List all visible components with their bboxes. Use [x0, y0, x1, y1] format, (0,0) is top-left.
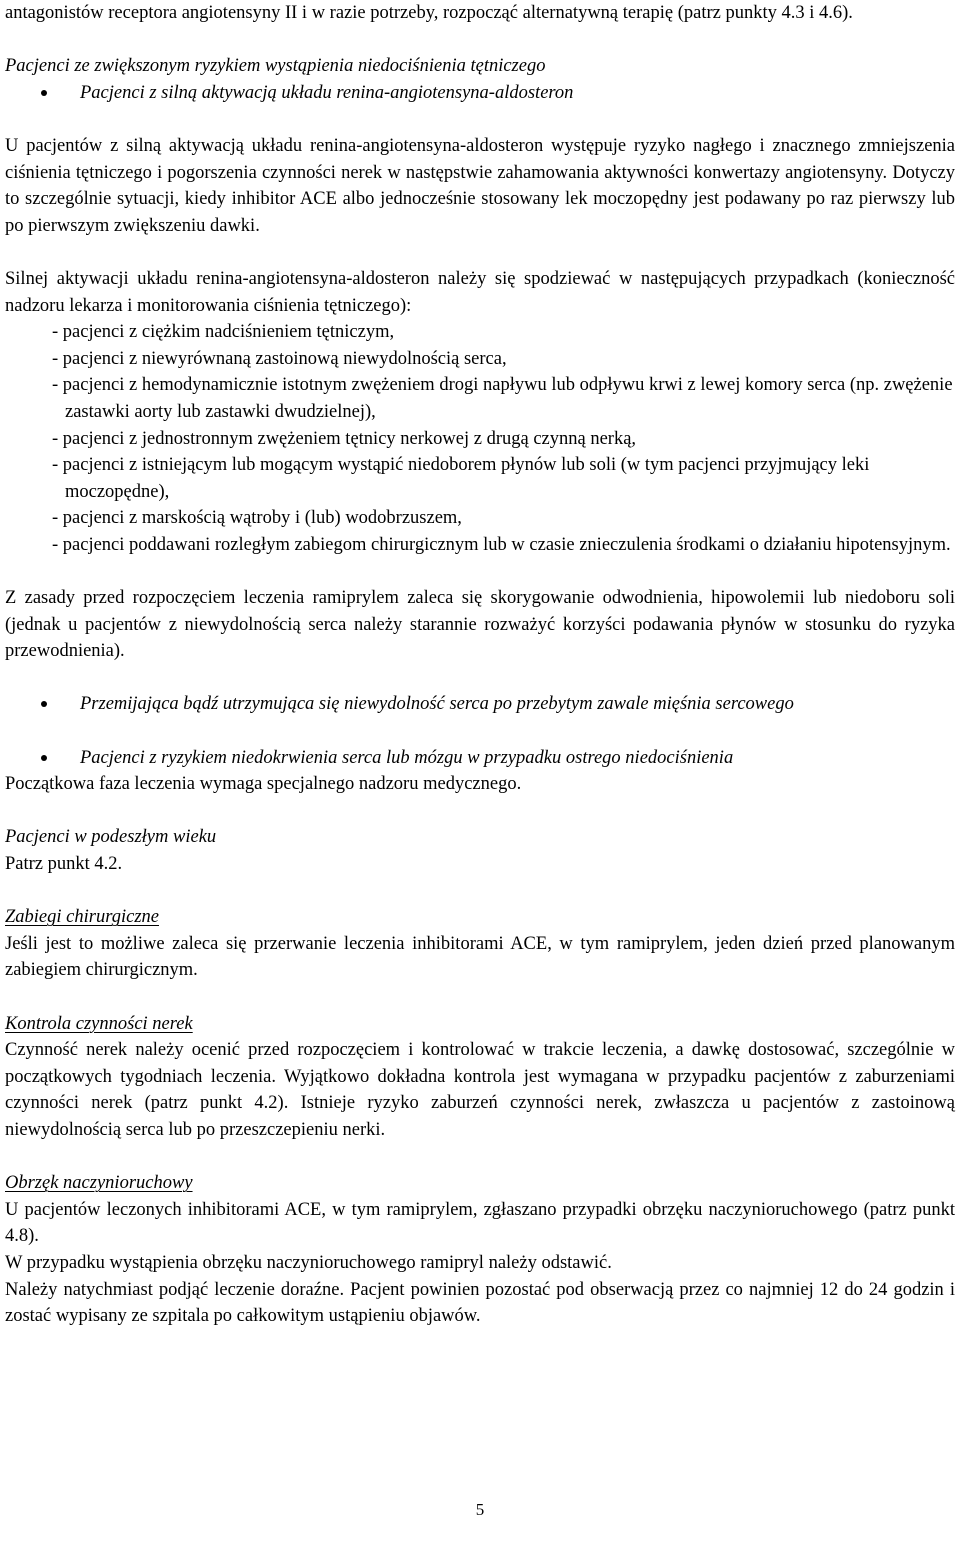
bullet-raas-text: Pacjenci z silną aktywacją układu renina-angiotensyna-aldosteron: [80, 82, 574, 103]
angioedema-text-2: W przypadku wystąpienia obrzęku naczynioruchowego ramipryl należy odstawić.: [5, 1252, 612, 1273]
bullet-ischemia-text: Pacjenci z ryzykiem niedokrwienia serca lub mózgu w przypadku ostrego niedociśnienia: [80, 747, 734, 768]
document-page: [5, 0, 955, 1330]
list-item: - pacjenci z niewyrównaną zastoinową niewydolnością serca,: [52, 348, 507, 369]
renal-text: Czynność nerek należy ocenić przed rozpoczęciem i kontrolować w trakcie leczenia, a dawkę dostosować, szczególnie w początkowych tygodniach leczenia. Wyjątkowo dokładna kontrola jest wymagana w przypadku pacjentów z zaburzeniami czynności nerek (patrz punkt 4.2). Istnieje ryzyko zaburzeń czynności nerek, zwłaszcza u pacjentów z zastoinową niewydolnością serca lub po przeszczepieniu nerki.: [5, 1040, 955, 1140]
hypotension-heading: Pacjenci ze zwiększonym ryzykiem wystąpienia niedociśnienia tętniczego: [5, 56, 546, 77]
angioedema-heading: Obrzęk naczynioruchowy: [5, 1173, 193, 1194]
surgery-text: Jeśli jest to możliwe zaleca się przerwanie leczenia inhibitorami ACE, w tym ramiprylem, jeden dzień przed planowanym zabiegiem chirurgicznym.: [5, 933, 955, 981]
ischemia-text: Początkowa faza leczenia wymaga specjalnego nadzoru medycznego.: [5, 774, 522, 795]
list-item: - pacjenci z hemodynamicznie istotnym zwężeniem drogi napływu lub odpływu krwi z lewej komory serca (np. zwężenie zastawki aorty lub zastawki dwudzielnej),: [52, 375, 953, 422]
list-item: - pacjenci z marskością wątroby i (lub) wodobrzuszem,: [52, 508, 462, 529]
bullet-raas: [5, 80, 955, 107]
bullet-heart-failure: [5, 691, 955, 718]
expect-intro: Silnej aktywacji układu renina-angiotensyna-aldosteron należy się spodziewać w następujących przypadkach (konieczność nadzoru lekarza i monitorowania ciśnienia tętniczego):: [5, 268, 955, 316]
bullet-icon: [5, 745, 80, 772]
continuation-paragraph: antagonistów receptora angiotensyny II i w razie potrzeby, rozpocząć alternatywną terapię (patrz punkty 4.3 i 4.6).: [5, 3, 853, 23]
page-number: 5: [475, 1500, 485, 1519]
bullet-ischemia: [5, 745, 955, 772]
bullet-heart-failure-text: Przemijająca bądź utrzymująca się niewydolność serca po przebytym zawale mięśnia sercowego: [80, 694, 794, 715]
expect-list: [5, 319, 955, 558]
elderly-heading: Pacjenci w podeszłym wieku: [5, 827, 217, 848]
raas-paragraph: U pacjentów z silną aktywacją układu renina-angiotensyna-aldosteron występuje ryzyko nagłego i znacznego zmniejszenia ciśnienia tętniczego i pogorszenia czynności nerek w następstwie zahamowania aktywności konwertazy angiotensyny. Dotyczy to szczególnie sytuacji, kiedy inhibitor ACE albo jednocześnie stosowany lek moczopędny jest podawany po raz pierwszy lub po pierwszym zwiększeniu dawki.: [5, 135, 955, 236]
renal-heading: Kontrola czynności nerek: [5, 1013, 193, 1034]
dehydration-paragraph: Z zasady przed rozpoczęciem leczenia ramiprylem zaleca się skorygowanie odwodnienia, hipowolemii lub niedoboru soli (jednak u pacjentów z niewydolnością serca należy starannie rozważyć korzyści podawania płynów w stosunku do ryzyka przewodnienia).: [5, 588, 955, 662]
list-item: - pacjenci z jednostronnym zwężeniem tętnicy nerkowej z drugą czynną nerką,: [52, 428, 637, 449]
bullet-icon: [5, 80, 80, 107]
angioedema-text-3: Należy natychmiast podjąć leczenie doraźne. Pacjent powinien pozostać pod obserwacją przez co najmniej 12 do 24 godzin i zostać wypisany ze szpitala po całkowitym ustąpieniu objawów.: [5, 1279, 955, 1327]
elderly-text: Patrz punkt 4.2.: [5, 854, 123, 874]
bullet-icon: [5, 691, 80, 718]
angioedema-text-1: U pacjentów leczonych inhibitorami ACE, w tym ramiprylem, zgłaszano przypadki obrzęku naczynioruchowego (patrz punkt 4.8).: [5, 1199, 955, 1247]
surgery-heading: Zabiegi chirurgiczne: [5, 907, 159, 928]
list-item: - pacjenci poddawani rozległym zabiegom chirurgicznym lub w czasie znieczulenia środkami o działaniu hipotensyjnym.: [52, 534, 951, 555]
list-item: - pacjenci z ciężkim nadciśnieniem tętniczym,: [52, 322, 395, 343]
list-item: - pacjenci z istniejącym lub mogącym wystąpić niedoborem płynów lub soli (w tym pacjenci przyjmujący leki moczopędne),: [52, 455, 870, 502]
